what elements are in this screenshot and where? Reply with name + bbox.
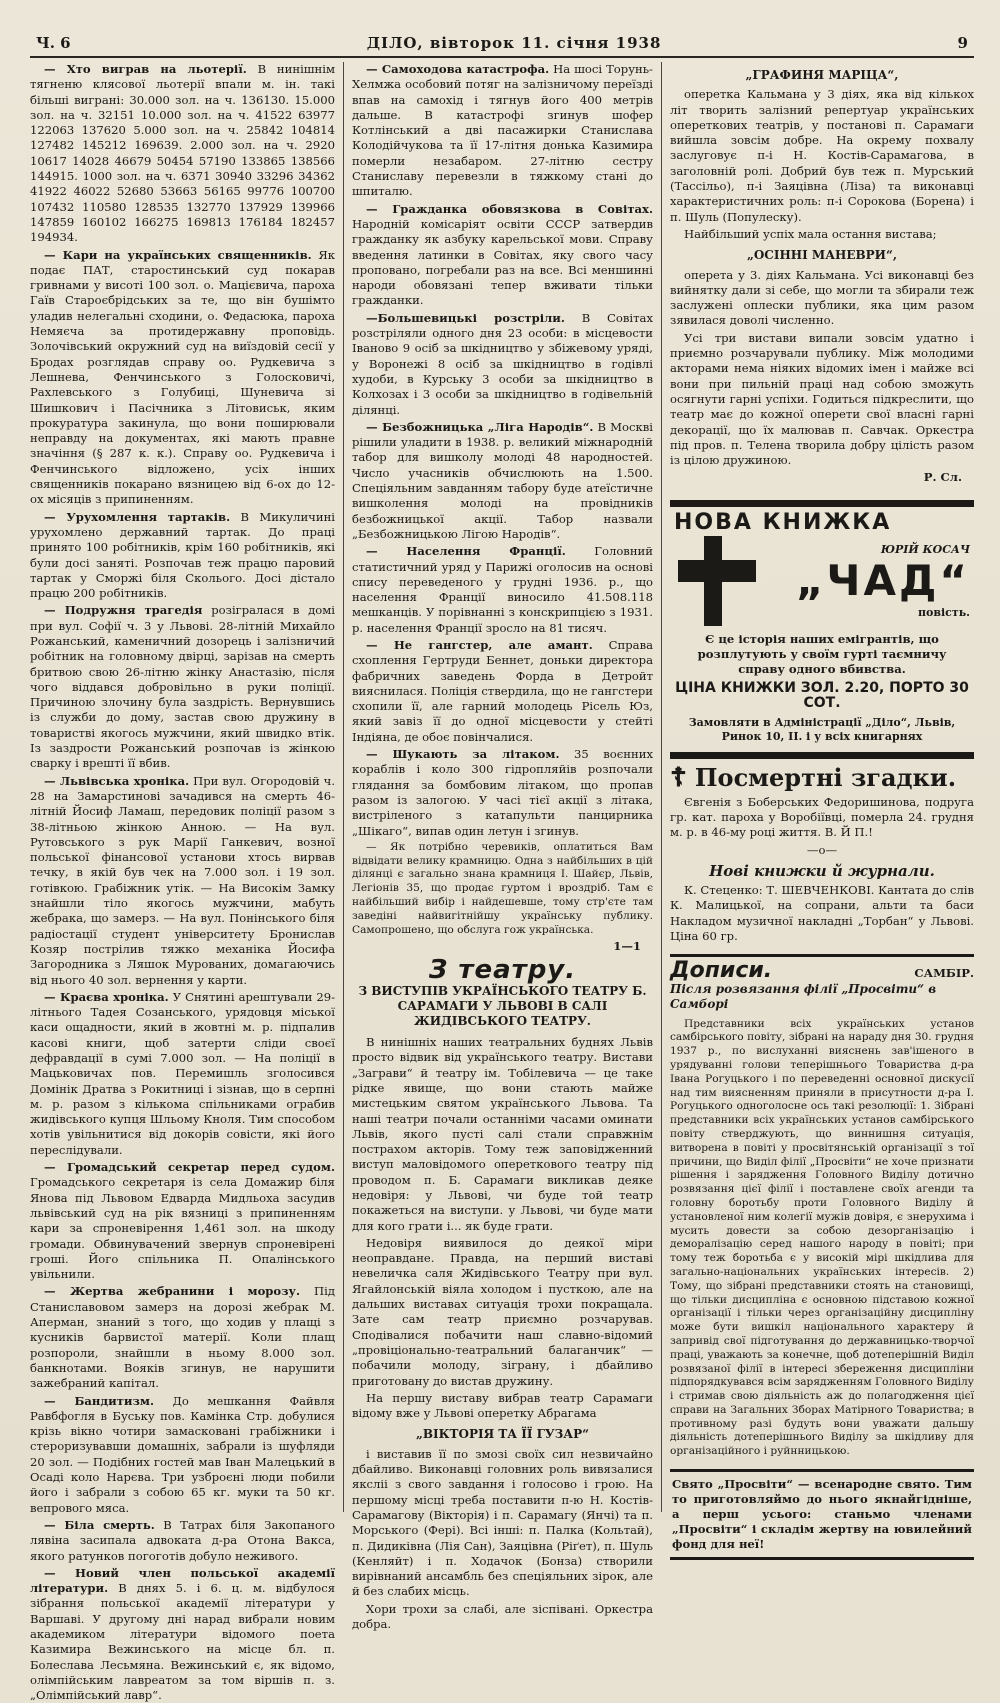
issue-number: Ч. 6: [36, 34, 71, 52]
news-items-2: [352, 62, 653, 839]
news-item: [30, 1566, 335, 1703]
news-item-text: При вул. Огородовій ч. 28 на Замарстинові зачадився на смерть 46-літній Йосиф Ламаш, передовик поліції разом з 38-літньою жінкою Анною. — На вул. Рутовського з рук Марії Ганкевич, возної польської фінансової установи хтось вирвав течку, в якій був чек на 7.000 зол. і 19 зол. готівкою. Грабіжник утік. — На Високім Замку знайшли тіло якогось мужчини, мабуть жебрака, що замерз. — На вул. Понінського біля радіостації студент університету Бронислав Козяр пострілив тяжко механіка Йосифа Загородника з Ляшок Мурованих, домагаючись від нього 40 зол. вернення у карти.: [30, 773, 336, 987]
masthead-title: ДІЛО, вівторок 11. січня 1938: [366, 34, 662, 52]
dopysy-text: Представники всіх українських установ самбірського повіту, зібрані на нараду дня 30. грудня 1937 р., по вислуханні вияснень зав'ішеного в урядуванні голови теперішнього Товариства д-ра Івана Рогуцького і по переведенні основної дискусії над тим виясненням приняли в присутности д-ра І. Рогуцького одноголосне ось такі резолюції: 1. Зібрані представники всіх українських установ самбірського повіту стверджують, що виннишня ситуація, витворена в повіті у просвітянській організації з тої причини, що Виділ філії „Просвіти“ не хоче признати рішення і зарядження Головного Виділу дотично розвязання цієї філії і поставлене своїх агенди та головну боротьбу проти Головного Виділу й установленої ним колегії мужів довіря, є знерухима і мусить довести за собою дезорганізацію і деморалізацію серед нашого народу в повіті; при тому теж боротьба є у високій мірі шкідлива для загально-національних українських інтересів. 2) Тому, що зібрані представники стоять на становищі, що тільки дисципліна є основною підставою кожної організації і тільки через організаційну дисципліну може бути вишкіл національного характеру й запривід свої підготування до державницько-творчої праці, уважають за конечне, щоб дотеперішній Виділ розвязаної філії в інтересі збереження дисципліни підпорядкувався всім зарядженням Головного Виділу і стримав свою діяльність аж до полагодження цієї справи на Загальних Зборах Матірного Товариства; в противному разі будуть вони уважати дальшу діяльність дотеперішнього Виділу за шкідливу для організаційного і руйнницькою.: [670, 1017, 974, 1458]
news-item: [352, 62, 653, 200]
dopysy-header: [670, 954, 974, 984]
dopysy-place: САМБІР.: [914, 966, 974, 981]
news-item-heading: — Хто виграв на льотерії.: [44, 62, 247, 76]
news-item-heading: —Большевицькі розстріли.: [366, 310, 565, 325]
theatre-paragraph: Хори трохи за слабі, але зіспівані. Оркестра добра.: [352, 1601, 653, 1631]
news-item-text: У Снятині арештували 29-літнього Тадея Созанського, урядовця міської каси ощадности, який в жовтні м. р. підпалив касові книги, щоб затерти сліди своєї дефравдації в сумі 7.000 зол. — На поліції в Мацьковичах пов. Перемишль зголосився Домінік Дратва з Рокитниці і зізнав, що в серпні м. р. разом з кількома спільниками ограбив жидівського купця Шльому Кноля. Тим способом хотів увільнитися від докорів совісти, які його переслідували.: [30, 989, 335, 1157]
new-books-text: К. Стеценко: Т. ШЕВЧЕНКОВІ. Кантата до слів К. Малицької, на сопрани, альти та баси Накладом музичної накладні „Торбан“ у Львові. Ціна 60 гр.: [670, 883, 974, 943]
news-item-heading: — Краєва хроніка.: [44, 989, 169, 1004]
news-item-heading: — Самоходова катастрофа.: [366, 62, 550, 76]
theatre-paragraph: і виставив її по змозі своїх сил незвичайно дбайливо. Виконавці головних роль вивязалися яксліі з свого завдання і голосово і грою. На першому місці треба поставити п-ю Н. Костів-Сарамагову (Вікторія) і п. Сарамагу (Янчі) та п. Морського (Фері). Всі інші: п. Палка (Кольтай), п. Дидиківна (Лія Сан), Заяцівна (Ріґет), п. Шуль (Кенляйт) і п. Ходачок (Бонза) створили вирівнаний ансамбль без спеціяльних зірок, але й без слабих місць.: [352, 1446, 653, 1599]
news-item: [30, 510, 335, 602]
news-item-heading: — Жертва жебранини і морозу.: [44, 1284, 301, 1299]
news-item: [30, 248, 335, 508]
article-signature: Р. Сл.: [923, 470, 962, 485]
news-item-heading: — Новий член польської академії літератури.: [30, 1565, 335, 1596]
news-item-heading: — Громадський секретар перед судом.: [44, 1160, 335, 1175]
column-2: [343, 62, 661, 1631]
news-item-heading: — Біла смерть.: [44, 1517, 155, 1532]
column-3: [661, 62, 974, 1552]
news-item-text: До мешкання Файвля Равбфогля в Буську пов. Камінка Стр. добулися крізь вікно чотири замасковані грабіжники і стероризувавши домашніх, забрали із шуфляди 20 зол. — Подібних гостей мав Іван Малецький в Осаді коло Нарєва. Три узброєні люди побили його і забрали з собою 65 кг. муки та 50 кг. вепрового мяса.: [30, 1393, 335, 1515]
news-item-text: Як подає ПАТ, старостинський суд покарав гривнами у висоті 100 зол. о. Мацієвича, пароха Гаїв Староєбрідських за те, що він бушімто уладив нелегальні сходини, о. Федасюка, пароха Немяєча за протидержавну проповідь. Золочівський окружний суд на виїздовій сесії у Бродах розглядав справу оо. Рудкевича з Лешнева, Фенчинського з Голосковичі, Рахлевського з Голубиці, Шуневича зі Шишкович і Пасічника з Літовиськ, яким прокуратура закинула, що вони поширювали неправду на документах, які мають правне значіння (§ 287 к. к.). Справу оо. Рудкевича і Фенчинського відложено, усіх інших священників покарано вязницею від 6-ох до 12-ох місяців з припиненням.: [30, 247, 335, 507]
prosvita-appeal: Свято „Просвіти“ — всенародне свято. Тим то приготовляймо до нього якнайгідніше, а перш усього: станьмо членами „Просвіти“ і складім жертву на ювилейний фонд для неї!: [670, 1469, 974, 1560]
news-item: [352, 747, 653, 839]
play-title: „ГРАФИНЯ МАРІЦА“,: [745, 68, 899, 82]
news-item: [352, 638, 653, 745]
news-item-heading: — Урухомлення тартаків.: [44, 509, 231, 524]
news-item: [30, 990, 335, 1158]
page-number: 9: [957, 34, 968, 52]
play-title: „ВІКТОРІЯ ТА ЇЇ ГУЗАР“: [415, 1427, 589, 1442]
news-item-heading: — Бандитизм.: [44, 1393, 154, 1408]
book-description: Є це історія наших емігрантів, що розплутують у своїм гурті таємничу справу одного вбивства.: [697, 632, 947, 677]
theatre-paragraph: оперета у 3. діях Кальмана. Усі виконавці без вийнятку дали зі себе, що могли та збирали теж заслужені оплески публики, яка цим разом зявилася доволі численно.: [670, 267, 974, 328]
news-item: [30, 1518, 335, 1564]
book-logo-icon: [674, 536, 764, 626]
news-item-text: В днях 5. і 6. ц. м. відбулося зібрання польської академії літератури у Варшаві. У другому дні нарад вибрали новим академиком літератури відомого поета Казимира Вежинського на місце бл. п. Болеслава Лесьмяна. Вежинський є, як відомо, олімпійським лавреатом за том віршів п. з. „Олімпійський лавр“.: [30, 1581, 336, 1703]
book-title: „ЧАД“: [795, 556, 970, 606]
news-item-text: В Микуличині урухомлено державний тартак. До праці принято 100 робітників, крім 160 робітників, які були досі заняті. Розпочав теж працю паровий тартак у Сморжі біля Сколього. Досі дістало працю 200 робітників.: [30, 509, 336, 601]
news-item-text: На шосі Торунь-Хелмжа особовий потяг на залізничому переїзді впав на самохід і тягнув його 400 метрів дальше. В катастрофі згинув шофер Котлінський а дві пасажирки Станислава Колодійчукова та її 17-літня донька Казимира померли незабаром. 27-літню сестру Станиславу перевезли в тяжкому стані до шпиталю.: [352, 62, 653, 199]
memorial-header: [670, 762, 974, 793]
news-item-heading: — Кари на українських священників.: [44, 247, 312, 262]
theatre-paragraph: Усі три вистави випали зовсім удатно і приємно розчарували публику. Між молодими акторами нема ніяких відомих імен і майже всі вони при пильній праці над собою зможуть осягнути гарні успіхи. Годиться підкреслити, що театр має до кожної оперети свої власні гарні декорації, що їх малював п. Савчак. Оркестра під пров. п. Телена творила добру цілість разом із цілою дружиною.: [670, 330, 974, 468]
news-item: [352, 420, 653, 542]
news-item-text: В Татрах біля Закопаного лявіна засипала адвоката д-ра Отона Вакса, якого ратунков погоготів добуло неживого.: [30, 1517, 336, 1563]
dopysy-title: Дописи.: [670, 958, 773, 984]
memorial-text: Євгенія з Боберських Федоришинова, подруга гр. кат. пароха у Воробіївці, померла 24. грудня м. р. в 46-му році життя. В. Й П.!: [670, 794, 974, 840]
news-item-text: Громадського секретаря із села Домажир біля Янова під Львовом Едварда Мидльоха засудив львівський суд на рік вязниці з припиненням кари за спроневірення 1,461 зол. на шкоду громади. Обвинувачений звернув спроневірені гроші. Його спільника П. Опалінського увільнили.: [30, 1175, 335, 1282]
news-item: [352, 311, 653, 418]
news-item-text: розігралася в домі при вул. Софії ч. 3 у Львові. 28-літній Михайло Рожанський, каменичний дозорець і залізничий робітник на головному двірці, зарізав на смерть бритвою свою 26-літню жінку Анастазію, після чого віддався добровільно в руки поліції. Причиною злочину була заздрість. Вернувшись із служби до дому, застав свою дружину в товаристві якогось мужчини, який швидко втік. Із заздрости Рожанський розпочав із жінкою сварку і врешті її вбив.: [30, 603, 336, 771]
book-genre: повість.: [917, 606, 970, 620]
columns: [30, 62, 974, 1703]
news-item-heading: — Подружня трагедія: [44, 603, 203, 618]
theatre-section-title: З театру.: [428, 954, 577, 985]
news-item-text: В Москві рішили уладити в 1938. р. великий міжнародній табор для вишколу молоді 48 народностей. Число учасників обчислюють на 1.500. Спеціяльним завданням табору буде атеїстичне вишколення молоді на провідників безбожницької акції. Табор назвали „Безбожницькою Лігою Народів“.: [352, 419, 653, 541]
theatre-paragraph: Недовіря виявилося до деякої міри неоправдане. Правда, на перший виставі невеличка саля Жидівського Театру при вул. Ягайлонській віяла холодом і пусткою, але на дальших виставах ситуація трохи покращала. Зате сам театр приємно розчарував. Сподівалися побачити наш славно-відомий „провіціонально-театральний балаганчик“ — побачили молоду, зіграну, і дбайливо приготовану до вистав дружину.: [352, 1235, 653, 1388]
news-item: [30, 1394, 335, 1516]
book-author: ЮРІЙ КОСАЧ: [880, 542, 970, 556]
news-item: [352, 202, 653, 309]
play-title: „ОСІННІ МАНЕВРИ“,: [746, 248, 898, 263]
news-item-text: В Совітах розстріляли одного дня 23 особи: в місцевости Іваново 9 осіб за шкідництво у збіжевому уряді, у Воронежі 8 осіб за шкідництво в годівлі худоби, в Курську 3 особи за шкідництво в Колхозах і 3 особи за шкідництво в годівельній ділянці.: [352, 310, 653, 417]
column-1: [30, 62, 343, 1703]
theatre-paragraph: На першу виставу вибрав театр Сарамаги відому вже у Львові оперетку Абрагама: [352, 1390, 653, 1421]
masthead: [30, 30, 974, 58]
news-item-text: В нинішнім тягненю клясової льотерії впали м. ін. такі більші виграні: 30.000 зол. на ч. 136130. 15.000 зол. на ч. 32151 10.000 зол. на ч. 41522 63977 122063 137620 5.000 зол. на ч. 25842 104814 127482 145212 169639. 2.000 зол. на ч. 2920 10617 14028 46679 50454 57190 133865 138566 144915. 1000 зол. на ч. 6371 30940 33296 34362 41922 46022 52680 53663 56165 99776 100700 107432 110580 128535 132770 137929 139966 147859 160102 166275 169813 176184 182457 194934.: [30, 62, 336, 245]
theatre-paragraph: Найбільший успіх мала остання вистава;: [684, 226, 937, 241]
news-item: [30, 1284, 335, 1391]
shoe-store-ad: — Як потрібно черевиків, оплатиться Вам відвідати велику крамницю. Одна з найбільших в цій ділянці є загально знана крамниця І. Шайєр, Львів, Легіонів 35, що продає гуртом і вроздріб. Там є найбільший вибір і найдешевше, тому стр'єте там заведіні найвигітнійшу українську публику. Самопрошено, що обслуга гож українська.: [352, 840, 653, 936]
new-books-title: Нові книжки й журнали.: [709, 861, 935, 880]
memorial-title: Посмертні згадки.: [694, 762, 957, 792]
news-item-heading: — Безбожницька „Ліга Народів“.: [366, 419, 594, 434]
news-item-text: Народній комісаріят освіти СССР затвердив гражданку як азбуку карельської мови. Справу введення латинки в Совітах, яку свого часу проповано, погребали раз на все. Всі меншинні народи обовязані тепер вживати тільки гражданки.: [352, 216, 653, 308]
ad-label: НОВА КНИЖКА: [674, 509, 892, 535]
news-item-text: Під Станиславовом замерз на дорозі жебрак М. Аперман, знаний з того, що ходив у плащі з кусників барвистої матерії. Коли плащ розпороли, знайшли в ньому 8.000 зол. банкнотами. Вояків згинув, не нарушити зажебраний капітал.: [30, 1284, 335, 1391]
news-item-text: Справа схоплення Гертруди Беннет, доньки директора фабричних заведень Форда в Детройт вияснилася. Поліція ствердила, що не гангстери схопили її, але гарний молодець Рісель Юз, який завіз її до одної місцевости у стейті Індіяна, де обоє повінчалися.: [352, 637, 654, 744]
news-item: [30, 603, 335, 771]
book-price: ЦІНА КНИЖКИ ЗОЛ. 2.20, ПОРТО 30 СОТ.: [675, 680, 969, 712]
book-order-info: Замовляти в Адміністрації „Діло“, Львів, Ринок 10, II. і у всіх книгарнях: [688, 715, 956, 743]
theatre-paragraph: оперетка Кальмана у 3 діях, яка від кількох літ творить залізний репертуар українських опереткових театрів, у постанові п. Сарамаги вийшла зовсім добре. На окрему похвалу заслуговує п-і Н. Костів-Сарамагова, в заголовній ролі. Добрий був теж п. Мурський (Тассільо), п-і Заяцівна (Ліза) та виконавці характеристичних роль: п-і Сорокова (Борена) і п. Шуль (Популеску).: [670, 87, 974, 224]
news-item-heading: — Шукають за літаком.: [366, 747, 560, 762]
news-item: [352, 544, 653, 636]
orthodox-cross-icon: ☦: [670, 762, 687, 793]
news-item: [30, 774, 335, 988]
book-advertisement: [670, 500, 974, 759]
news-item-heading: — Львівська хроніка.: [44, 773, 190, 788]
news-item: [30, 62, 335, 246]
news-item-text: Головний статистичний уряд у Парижі оголосив на основі спису переведеного у грудні 1936. р., що населення Франції виносило 41.508.118 мешканців. У порівнанні з конскрипцією з 1931. р. населення Франції зросло на 81 тисяч.: [352, 544, 654, 635]
news-item-heading: — Населення Франції.: [366, 544, 566, 559]
news-item-text: 35 воєнних кораблів і коло 300 гідропляйів розпочали глядання за бомбовим літаком, що пропав разом із залогою. У часі тієї акції з літака, вистріленого з катапульти панцирника „Шікаго“, випав один летун і згинув.: [352, 747, 653, 838]
news-item: [30, 1160, 335, 1282]
dopysy-head: Після розвязання філії „Просвіти“ в Самборі: [670, 981, 937, 1011]
ad-middle: [674, 536, 970, 626]
theatre-paragraph: В нинішніх наших театральних буднях Львів просто відвик від українського театру. Вистави „Заграви“ й театру ім. Тобілевича — це таке рідке явище, що вони стають майже мистецьким святом українського Львова. Та наші театри почали останніми часами оминати Львів, якого пусті салі стали справжнім пострахом акторів. Тому теж заповідженний виступ маловідомого опереткового театру під проводом п. Б. Сарамаги викликав деяке недовіря: у Львові, чи буде той театр покажеться на виступи. у Львові, чи буде мати для кого грати і... як буде грати.: [352, 1035, 653, 1233]
ad-book-info: [764, 542, 970, 621]
ad-code: 1—1: [613, 939, 641, 954]
news-item-heading: — Не гангстер, але амант.: [366, 637, 593, 652]
news-item-heading: — Гражданка обовязкова в Совітах.: [366, 201, 653, 216]
divider: —о—: [806, 842, 838, 857]
theatre-article-subtitle: З ВИСТУПІВ УКРАЇНСЬКОГО ТЕАТРУ Б. САРАМАГИ У ЛЬВОВІ В САЛІ ЖИДІВСЬКОГО ТЕАТРУ.: [358, 984, 647, 1029]
